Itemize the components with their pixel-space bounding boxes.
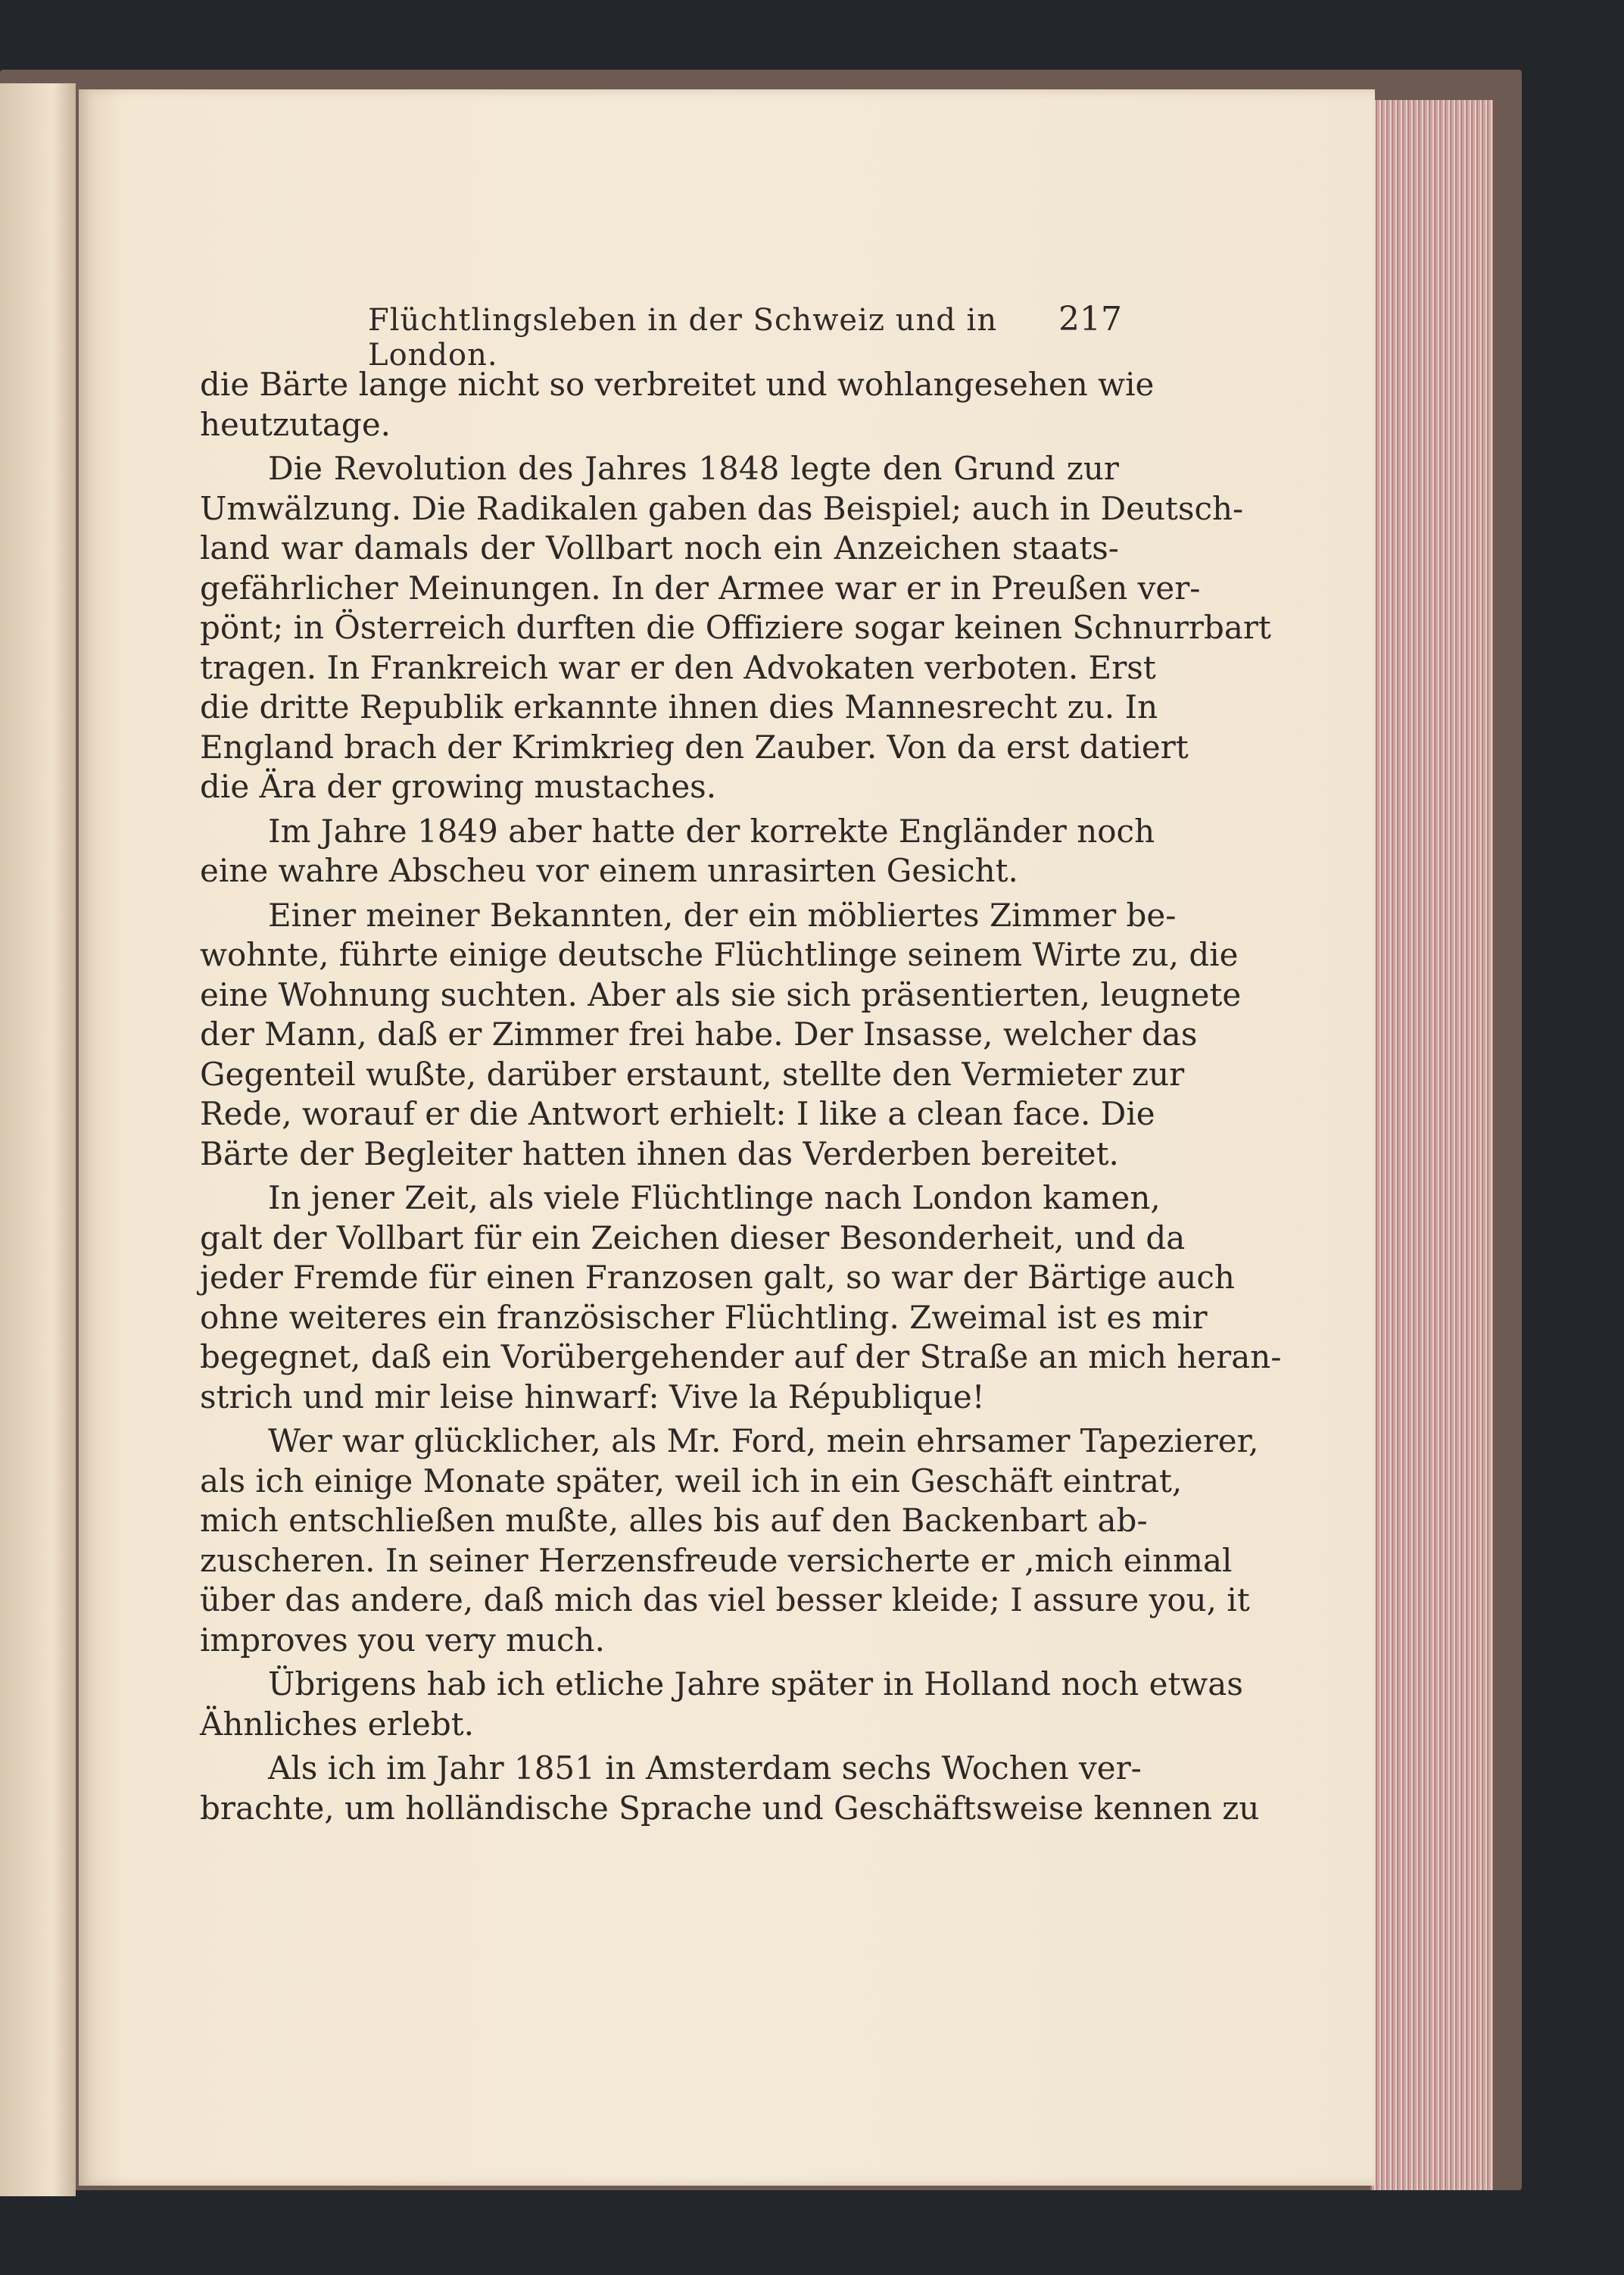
paragraph (200, 365, 1155, 445)
running-head: Flüchtlingsleben in der Schweiz und in London. (368, 303, 998, 373)
text-line: ohne weiteres ein französischer Flüchtling. Zweimal ist es mir (200, 1298, 1208, 1336)
text-line: Im Jahre 1849 aber hatte der korrekte Engländer noch (268, 812, 1155, 850)
text-line: Einer meiner Bekannten, der ein möbliertes Zimmer be- (268, 896, 1177, 934)
text-line: die Ära der growing mustaches. (200, 768, 717, 805)
text-line: als ich einige Monate später, weil ich in ein Geschäft eintrat, (200, 1462, 1183, 1500)
page-edges (1370, 100, 1493, 2190)
text-line: heutzutage. (200, 405, 391, 443)
paragraph (200, 1665, 1243, 1744)
text-line: England brach der Krimkrieg den Zauber. Von da erst datiert (200, 728, 1189, 766)
text-line: brachte, um holländische Sprache und Geschäftsweise kennen zu (200, 1789, 1260, 1827)
text-line: In jener Zeit, als viele Flüchtlinge nach London kamen, (268, 1179, 1161, 1216)
text-line: improves you very much. (200, 1621, 605, 1659)
text-line: über das andere, daß mich das viel besser kleide; I assure you, it (200, 1581, 1250, 1618)
text-line: Ähnliches erlebt. (200, 1705, 474, 1743)
paragraph (200, 1749, 1260, 1828)
paragraph (200, 449, 1271, 807)
text-line: Als ich im Jahr 1851 in Amsterdam sechs Wochen ver- (268, 1749, 1142, 1787)
text-line: Die Revolution des Jahres 1848 legte den Grund zur (268, 450, 1119, 487)
text-line: der Mann, daß er Zimmer frei habe. Der Insasse, welcher das (200, 1016, 1198, 1053)
paragraph (200, 896, 1242, 1175)
paragraph (200, 1178, 1282, 1417)
text-line: Gegenteil wußte, darüber erstaunt, stellte den Vermieter zur (200, 1055, 1185, 1093)
text-line: tragen. In Frankreich war er den Advokaten verboten. Erst (200, 648, 1156, 686)
text-line: Rede, worauf er die Antwort erhielt: I like a clean face. Die (200, 1095, 1155, 1132)
text-line: die dritte Republik erkannte ihnen dies Mannesrecht zu. In (200, 688, 1158, 726)
text-line: jeder Fremde für einen Franzosen galt, so war der Bärtige auch (200, 1259, 1235, 1296)
text-line: Umwälzung. Die Radikalen gaben das Beispiel; auch in Deutsch- (200, 489, 1244, 527)
text-line: strich und mir leise hinwarf: Vive la République! (200, 1378, 985, 1415)
paragraph (200, 1421, 1259, 1660)
text-line: zuscheren. In seiner Herzensfreude versicherte er ,mich einmal (200, 1541, 1233, 1579)
text-line: Bärte der Begleiter hatten ihnen das Verderben bereitet. (200, 1134, 1119, 1172)
left-page-edge (0, 83, 76, 2196)
page-number: 217 (1058, 300, 1122, 339)
text-line: begegnet, daß ein Vorübergehender auf der Straße an mich heran- (200, 1338, 1282, 1375)
text-line: pönt; in Österreich durften die Offiziere sogar keinen Schnurrbart (200, 609, 1271, 646)
body-text (200, 365, 1282, 1971)
paragraph (200, 812, 1155, 891)
text-line: eine Wohnung suchten. Aber als sie sich präsentierten, leugnete (200, 975, 1242, 1013)
text-line: wohnte, führte einige deutsche Flüchtlinge seinem Wirte zu, die (200, 936, 1239, 973)
text-line: Übrigens hab ich etliche Jahre später in Holland noch etwas (268, 1665, 1243, 1702)
text-line: Wer war glücklicher, als Mr. Ford, mein ehrsamer Tapezierer, (268, 1422, 1259, 1459)
text-line: die Bärte lange nicht so verbreitet und wohlangesehen wie (200, 366, 1155, 403)
text-line: gefährlicher Meinungen. In der Armee war er in Preußen ver- (200, 569, 1201, 607)
text-line: land war damals der Vollbart noch ein Anzeichen staats- (200, 529, 1119, 566)
text-line: galt der Vollbart für ein Zeichen dieser Besonderheit, und da (200, 1219, 1186, 1256)
text-line: eine wahre Abscheu vor einem unrasirten Gesicht. (200, 852, 1018, 889)
text-line: mich entschließen mußte, alles bis auf den Backenbart ab- (200, 1502, 1148, 1539)
